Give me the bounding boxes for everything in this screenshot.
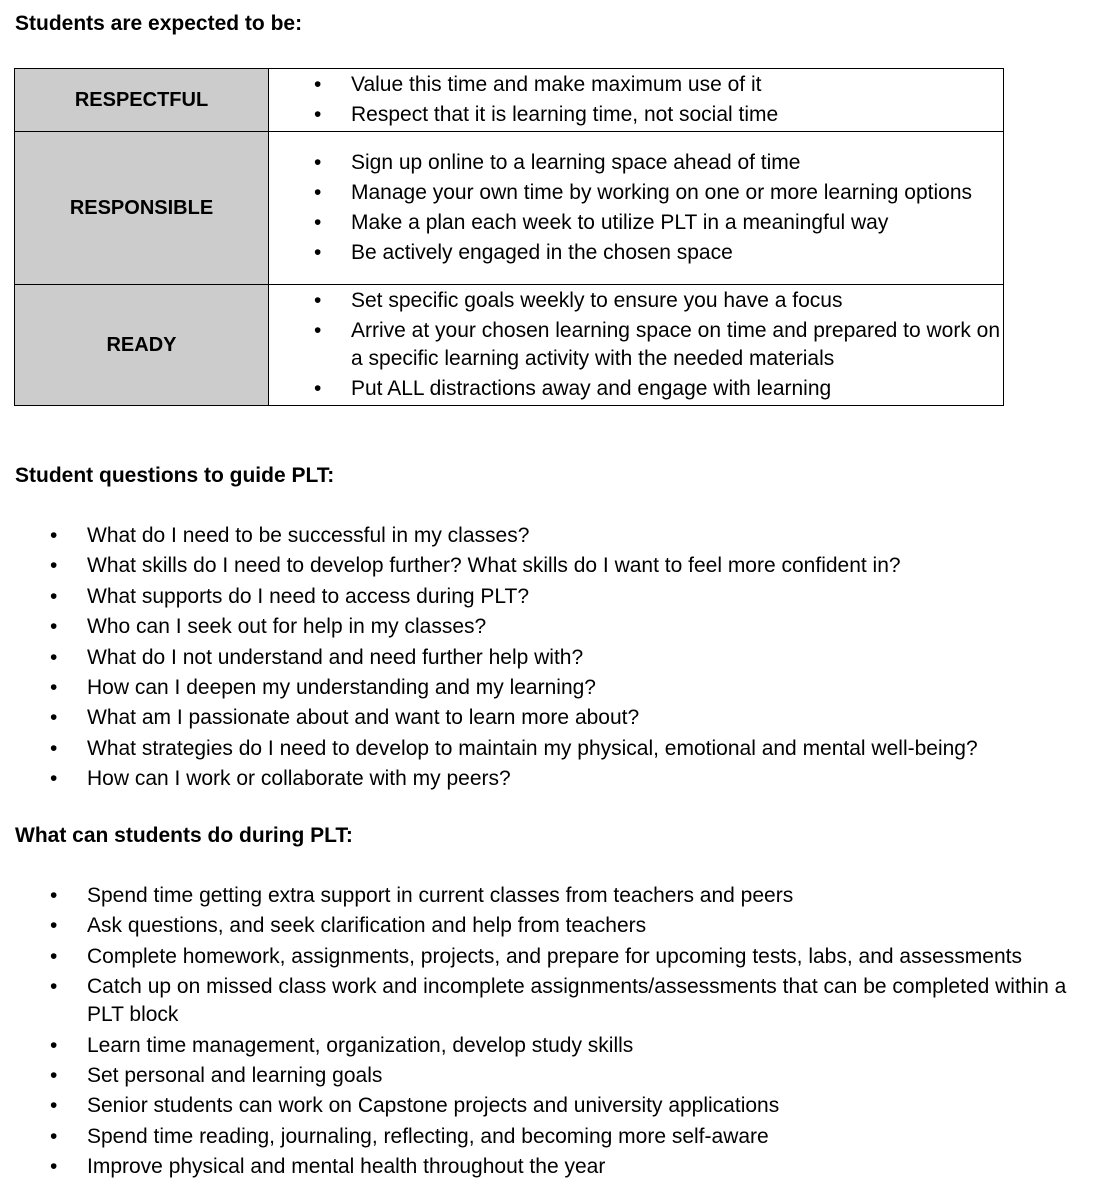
expectation-list: [269, 285, 1003, 403]
list-item: [0, 613, 1100, 641]
bullet-icon: •: [314, 289, 322, 312]
expected-heading: Students are expected to be:: [15, 12, 303, 35]
bullet-icon: •: [50, 1124, 58, 1148]
bullet-icon: •: [314, 241, 322, 264]
items-cell: [269, 132, 1004, 285]
item-text: Arrive at your chosen learning space on time and prepared to work on a specific learning activity with the needed materials: [351, 319, 1001, 370]
list-item: [269, 239, 1003, 267]
questions-heading: Student questions to guide PLT:: [15, 464, 335, 487]
item-text: Spend time getting extra support in current classes from teachers and peers: [87, 884, 794, 907]
item-text: What do I not understand and need further help with?: [87, 645, 584, 669]
item-text: What do I need to be successful in my classes?: [87, 524, 530, 547]
table-row-respectful: [15, 69, 1004, 132]
bullet-icon: •: [50, 944, 58, 968]
bullet-icon: •: [50, 1033, 58, 1057]
category-cell: RESPECTFUL: [15, 69, 269, 132]
bullet-icon: •: [314, 377, 322, 400]
item-text: Improve physical and mental health throughout the year: [87, 1155, 606, 1179]
bullet-icon: •: [50, 524, 58, 547]
item-text: Put ALL distractions away and engage with learning: [351, 377, 832, 400]
category-cell: READY: [15, 285, 269, 406]
item-text: Catch up on missed class work and incomplete assignments/assessments that can be completed within a PLT block: [87, 975, 1067, 1027]
list-item: [269, 375, 1003, 403]
list-item: [0, 943, 1100, 971]
item-text: How can I deepen my understanding and my learning?: [87, 675, 596, 699]
items-cell: [269, 285, 1004, 406]
bullet-icon: •: [50, 914, 58, 938]
list-item: [0, 644, 1100, 672]
bullet-icon: •: [50, 884, 58, 907]
bullet-icon: •: [50, 767, 58, 791]
list-item: [269, 287, 1003, 315]
questions-list: [0, 522, 1100, 796]
list-item: [269, 209, 1003, 237]
list-item: [269, 101, 1003, 129]
item-text: What skills do I need to develop further? What skills do I want to feel more confident in?: [87, 554, 901, 578]
item-text: What am I passionate about and want to learn more about?: [87, 706, 640, 730]
item-text: What strategies do I need to develop to maintain my physical, emotional and mental well-being?: [87, 736, 978, 760]
list-item: [0, 583, 1100, 611]
bullet-icon: •: [50, 706, 58, 730]
item-text: Set specific goals weekly to ensure you have a focus: [351, 289, 843, 312]
bullet-icon: •: [50, 675, 58, 699]
list-item: [269, 179, 1003, 207]
list-item: [0, 704, 1100, 732]
bullet-icon: •: [314, 151, 322, 174]
list-item: [0, 1062, 1100, 1090]
list-item: [0, 552, 1100, 580]
item-text: Set personal and learning goals: [87, 1063, 383, 1087]
list-item: [0, 1123, 1100, 1151]
list-item: [269, 317, 1003, 373]
list-item: [0, 765, 1100, 793]
item-text: Value this time and make maximum use of it: [351, 73, 762, 96]
activities-heading: What can students do during PLT:: [15, 824, 353, 847]
item-text: Be actively engaged in the chosen space: [351, 241, 733, 264]
item-text: Respect that it is learning time, not social time: [351, 103, 779, 126]
bullet-icon: •: [50, 736, 58, 760]
item-text: Complete homework, assignments, projects, and prepare for upcoming tests, labs, and assessments: [87, 944, 1022, 968]
list-item: [0, 674, 1100, 702]
item-text: Who can I seek out for help in my classes?: [87, 615, 487, 639]
category-cell: RESPONSIBLE: [15, 132, 269, 285]
list-item: [0, 1153, 1100, 1181]
expectation-list: [269, 69, 1003, 129]
table-row-ready: [15, 285, 1004, 406]
item-text: What supports do I need to access during PLT?: [87, 584, 530, 608]
bullet-icon: •: [50, 1063, 58, 1087]
bullet-icon: •: [50, 1155, 58, 1179]
bullet-icon: •: [50, 584, 58, 608]
list-item: [0, 973, 1100, 1029]
item-text: Ask questions, and seek clarification and help from teachers: [87, 914, 647, 938]
item-text: Senior students can work on Capstone projects and university applications: [87, 1094, 780, 1118]
item-text: Spend time reading, journaling, reflecting, and becoming more self-aware: [87, 1124, 769, 1148]
bullet-icon: •: [314, 103, 322, 126]
items-cell: [269, 69, 1004, 132]
item-text: Manage your own time by working on one or more learning options: [351, 181, 973, 204]
bullet-icon: •: [314, 73, 322, 96]
bullet-icon: •: [314, 181, 322, 204]
bullet-icon: •: [50, 1094, 58, 1118]
list-item: [0, 522, 1100, 550]
item-text: How can I work or collaborate with my peers?: [87, 767, 511, 791]
item-text: Make a plan each week to utilize PLT in a meaningful way: [351, 211, 889, 234]
bullet-icon: •: [50, 615, 58, 639]
list-item: [0, 1032, 1100, 1060]
activities-list: [0, 882, 1100, 1184]
bullet-icon: •: [314, 319, 322, 342]
item-text: Learn time management, organization, develop study skills: [87, 1033, 634, 1057]
list-item: [0, 882, 1100, 910]
bullet-icon: •: [50, 975, 58, 999]
table-row-responsible: [15, 132, 1004, 285]
list-item: [0, 1092, 1100, 1120]
expectation-list: [269, 147, 1003, 267]
list-item: [0, 735, 1100, 763]
bullet-icon: •: [314, 211, 322, 234]
bullet-icon: •: [50, 554, 58, 578]
list-item: [0, 912, 1100, 940]
list-item: [269, 71, 1003, 99]
item-text: Sign up online to a learning space ahead of time: [351, 151, 801, 174]
list-item: [269, 149, 1003, 177]
expectations-table: [14, 68, 1004, 406]
bullet-icon: •: [50, 645, 58, 669]
